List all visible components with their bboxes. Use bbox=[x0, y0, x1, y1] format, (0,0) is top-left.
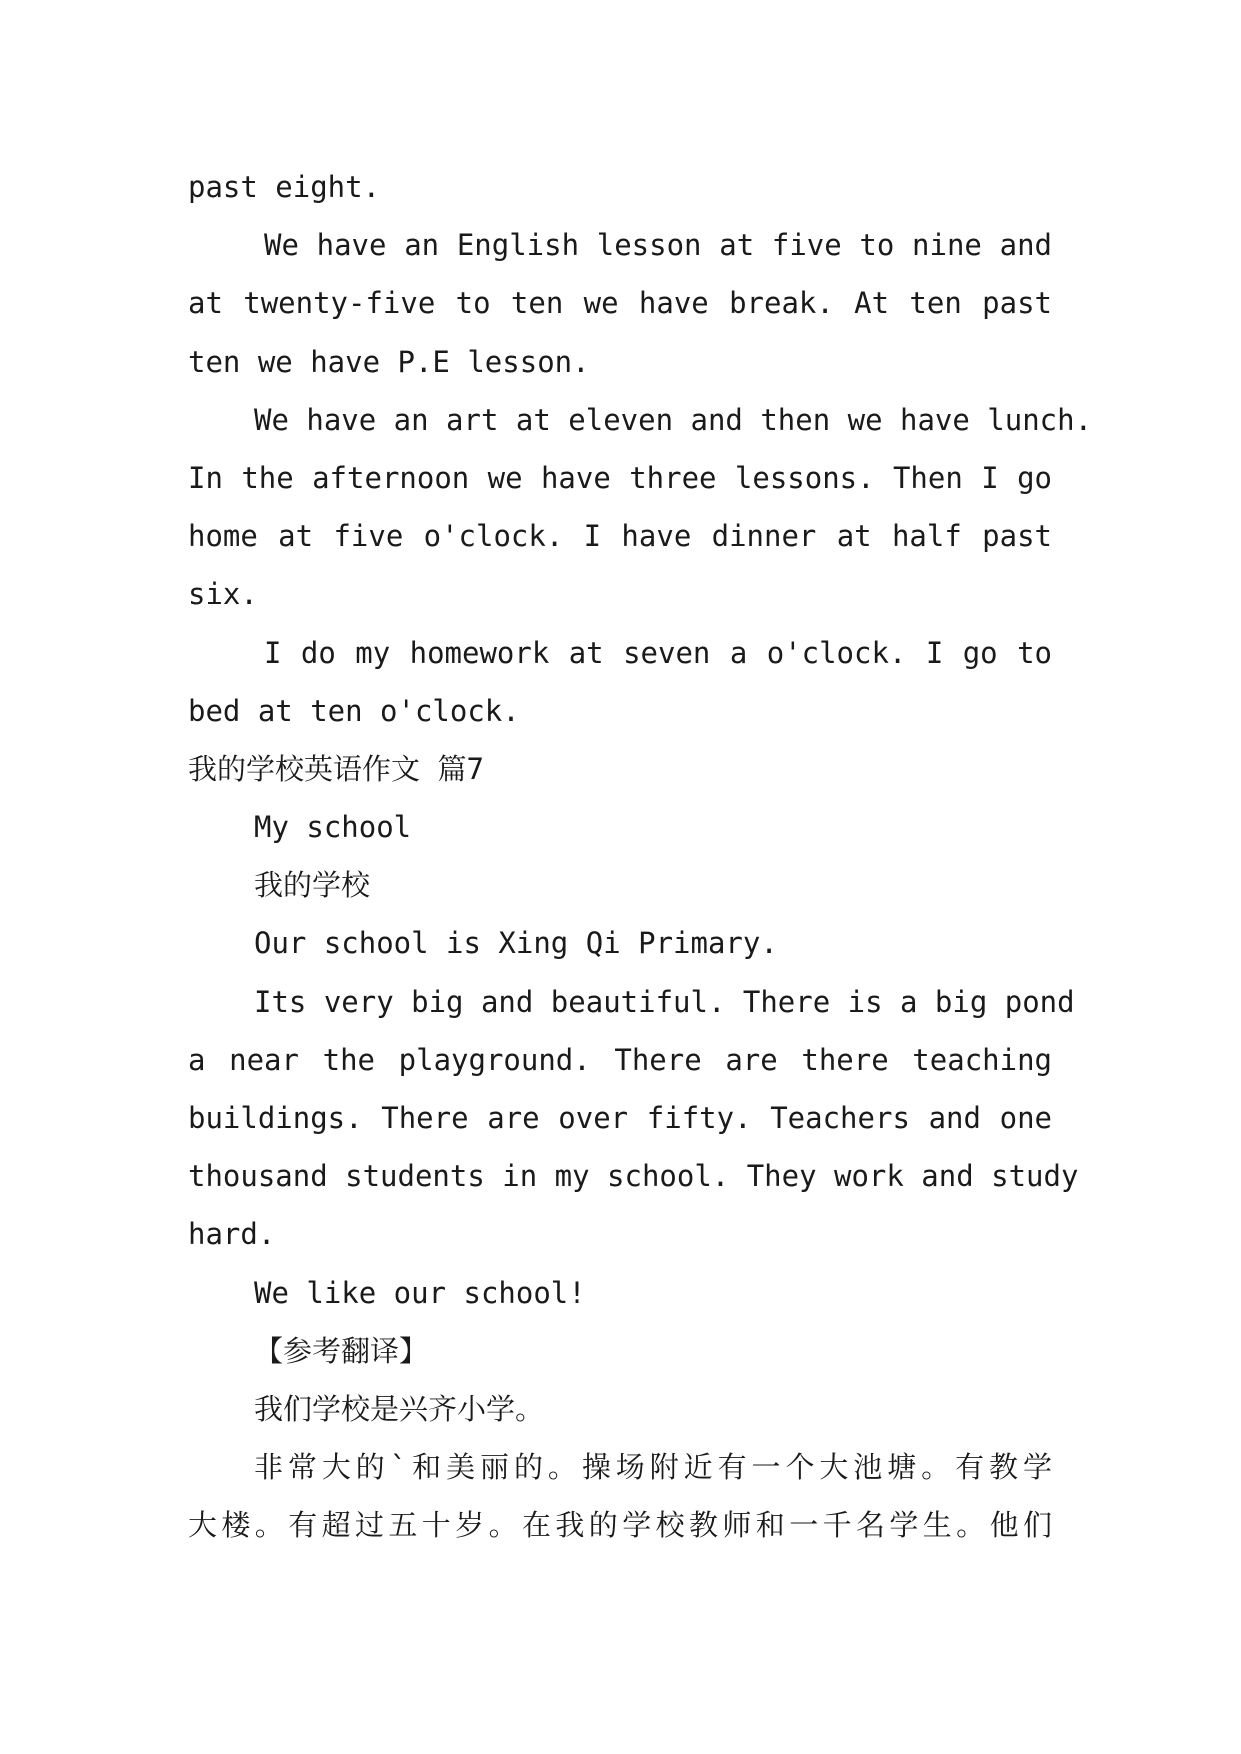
line-5: We have an art at eleven and then we have lunch. bbox=[254, 402, 1093, 437]
line-20: We like our school! bbox=[254, 1275, 586, 1310]
line-2: We have an English lesson at five to nine and bbox=[264, 228, 1052, 263]
translation-heading: 【参考翻译】 bbox=[254, 1333, 429, 1368]
line-17: buildings. There are over fifty. Teachers and one bbox=[188, 1101, 1052, 1135]
essay-title-en: My school bbox=[254, 810, 412, 845]
line-18: thousand students in my school. They work and study bbox=[188, 1159, 1079, 1194]
line-16: a near the playground. There are there teaching bbox=[188, 1042, 1052, 1077]
line-9: I do my homework at seven a o'clock. I go to bbox=[264, 635, 1052, 670]
line-10: bed at ten o'clock. bbox=[188, 693, 520, 728]
line-6: In the afternoon we have three lessons. Then I go bbox=[188, 460, 1052, 495]
section-heading: 我的学校英语作文 篇7 bbox=[188, 751, 484, 786]
line-4: ten we have P.E lesson. bbox=[188, 344, 590, 379]
line-23: 非常大的`和美丽的。操场附近有一个大池塘。有教学 bbox=[254, 1450, 1052, 1485]
line-24: 大楼。有超过五十岁。在我的学校教师和一千名学生。他们 bbox=[188, 1508, 1052, 1543]
essay-title-zh: 我的学校 bbox=[254, 868, 371, 903]
line-22: 我们学校是兴齐小学。 bbox=[254, 1391, 545, 1426]
line-3: at twenty-five to ten we have break. At ten past bbox=[188, 286, 1052, 321]
document-body bbox=[188, 158, 1093, 1555]
line-7: home at five o'clock. I have dinner at half past bbox=[188, 519, 1052, 554]
line-8: six. bbox=[188, 577, 258, 612]
line-19: hard. bbox=[188, 1217, 276, 1252]
line-14: Our school is Xing Qi Primary. bbox=[254, 926, 778, 961]
line-1: past eight. bbox=[188, 170, 381, 204]
line-15: Its very big and beautiful. There is a big pond bbox=[254, 984, 1075, 1019]
